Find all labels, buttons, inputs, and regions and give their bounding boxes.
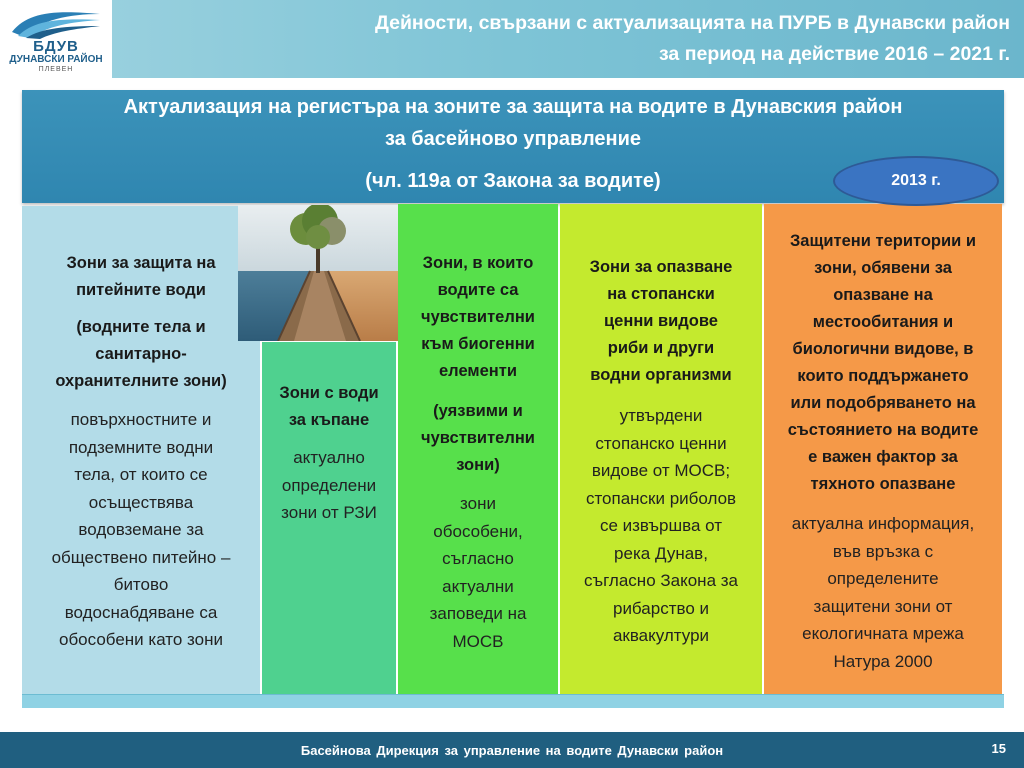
- panel1-subheading: (водните тела и санитарно- охранителните зони): [55, 318, 227, 390]
- header-bar: [0, 0, 1024, 78]
- panel4-body: утвърдени стопанско ценни видове от МОСВ; стопански риболов се извършва от река Дунав, съгласно Закона за рибарство и аквакултури: [583, 406, 738, 645]
- banner-line1: Актуализация на регистъра на зоните за защита на водите в Дунавския район: [123, 96, 903, 118]
- bottom-divider-strip: [22, 694, 1004, 708]
- panel2-body: актуално определени зони от РЗИ: [281, 448, 377, 522]
- panel-protected-areas: [764, 204, 1002, 694]
- panel1-heading: Зони за защита на питейните води: [66, 254, 216, 299]
- panel-bathing-water-zones: [262, 342, 396, 694]
- organization-logo: [0, 0, 112, 78]
- footer-organization: Басейнова Дирекция за управление на водите Дунавски район: [300, 743, 724, 758]
- nature-photo: [238, 205, 400, 341]
- panel4-heading: Зони за опазване на стопански ценни видове риби и други водни организми: [589, 258, 733, 384]
- panel3-subheading: (уязвими и чувствителни зони): [421, 402, 535, 474]
- slide-title-line2: за период на действие 2016 – 2021 г.: [659, 43, 1010, 65]
- slide-title-line1: Дейности, свързани с актуализацията на ПУРБ в Дунавски район: [374, 12, 1010, 34]
- panel-nutrient-sensitive-zones: [398, 204, 558, 694]
- logo-region-name: ДУНАВСКИ РАЙОН: [9, 54, 103, 65]
- year-badge: 2013 г.: [833, 156, 999, 206]
- logo-city: ПЛЕВЕН: [38, 66, 74, 73]
- panel-fish-protection-zones: [560, 204, 762, 694]
- panel3-body: зони обособени, съгласно актуални заповеди на МОСВ: [429, 494, 527, 651]
- banner-law-reference: (чл. 119а от Закона за водите): [365, 170, 661, 192]
- panel5-body: актуална информация, във връзка с определените защитени зони от екологичната мрежа Натура 2000: [791, 514, 975, 671]
- footer-bar: [0, 732, 1024, 768]
- slide-title: [130, 8, 1010, 70]
- panel3-heading: Зони, в които водите са чувствителни към биогенни елементи: [421, 254, 535, 380]
- wave-logo-icon: [8, 6, 104, 40]
- panel5-heading: Защитени територии и зони, обявени за опазване на местообитания и биологични видове, в които поддържането или подобряването на състоянието на водите е важен фактор за тяхното опазване: [787, 232, 979, 493]
- panel-drinking-water-zones: [22, 206, 260, 696]
- logo-abbreviation: БДУВ: [33, 38, 79, 55]
- panel2-heading: Зони с води за къпане: [279, 384, 379, 429]
- panel1-body: повърхностните и подземните водни тела, от които се осъществява водовземане за обществено питейно – битово водоснабдяване са обособени като зони: [51, 410, 231, 649]
- page-number: 15: [991, 741, 1006, 756]
- banner-line2: за басейново управление: [384, 128, 642, 150]
